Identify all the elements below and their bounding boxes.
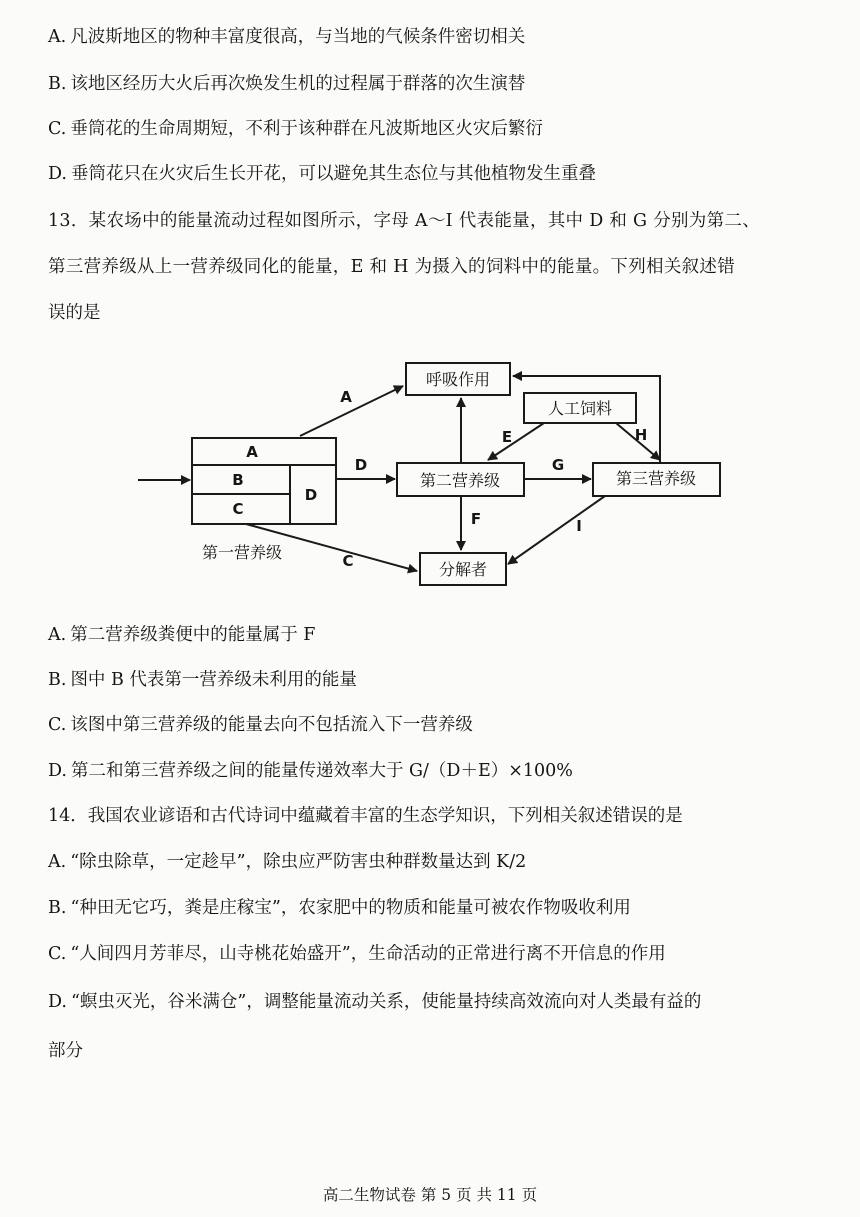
q14-option-d (48, 991, 701, 1013)
cell-c-label: C (232, 500, 244, 518)
option-text: 该地区经历大火后再次焕发生机的过程属于群落的次生演替 (70, 74, 526, 94)
arrow-d-label: D (354, 456, 368, 474)
arrow-f-label: F (470, 510, 482, 528)
option-letter: B. (48, 74, 67, 94)
q13-stem-line-3: 误的是 (48, 303, 101, 323)
first-level-box (192, 438, 336, 524)
arrow-c-label: C (342, 552, 354, 570)
q12-option-a (48, 26, 525, 48)
option-text: 图中 B 代表第一营养级未利用的能量 (70, 670, 357, 690)
third-level-label: 第三营养级 (615, 469, 697, 488)
cell-b-label: B (232, 471, 244, 489)
q14-option-b (48, 897, 631, 919)
option-letter: D. (48, 761, 67, 781)
q13-stem-line-1: 13．某农场中的能量流动过程如图所示，字母 A～I 代表能量，其中 D 和 G 分别为第二、 (48, 211, 761, 231)
option-letter: C. (48, 715, 67, 735)
option-letter: A. (48, 625, 67, 645)
q13-option-b (48, 669, 357, 691)
arrow-third-respiration (513, 376, 660, 463)
first-level-label: 第一营养级 (201, 543, 283, 562)
arrow-e-label: E (501, 428, 513, 446)
option-letter: B. (48, 898, 67, 918)
q13-option-c (48, 714, 473, 736)
second-level-label: 第二营养级 (419, 471, 501, 490)
option-text: 凡波斯地区的物种丰富度很高，与当地的气候条件密切相关 (70, 27, 526, 47)
q14-option-a (48, 851, 526, 873)
arrow-a-label: A (340, 388, 352, 406)
q14-option-c (48, 943, 666, 965)
arrow-i (508, 496, 605, 564)
option-text: “人间四月芳菲尽，山寺桃花始盛开”，生命活动的正常进行离不开信息的作用 (70, 944, 666, 964)
option-text: 垂筒花的生命周期短，不利于该种群在凡波斯地区火灾后繁衍 (70, 119, 543, 139)
option-letter: B. (48, 670, 67, 690)
q14-option-d-continuation: 部分 (48, 1041, 83, 1061)
option-text: 第二营养级粪便中的能量属于 F (70, 625, 316, 645)
option-letter: C. (48, 119, 67, 139)
decomposer-label: 分解者 (438, 560, 488, 579)
q12-option-d (48, 163, 596, 185)
q13-stem-line-2: 第三营养级从上一营养级同化的能量，E 和 H 为摄入的饲料中的能量。下列相关叙述错 (48, 257, 736, 277)
arrow-i-label: I (576, 517, 582, 535)
q13-option-d (48, 760, 573, 782)
q12-option-b (48, 73, 525, 95)
option-text: “除虫除草，一定趁早”，除虫应严防害虫种群数量达到 K/2 (70, 852, 527, 872)
q14-stem: 14．我国农业谚语和古代诗词中蕴藏着丰富的生态学知识，下列相关叙述错误的是 (48, 806, 683, 826)
option-text: “种田无它巧，粪是庄稼宝”，农家肥中的物质和能量可被农作物吸收利用 (70, 898, 631, 918)
option-letter: D. (48, 992, 67, 1012)
page-footer: 高二生物试卷 第 5 页 共 11 页 (322, 1186, 538, 1204)
arrow-h-label: H (634, 426, 648, 444)
q13-option-a (48, 624, 315, 646)
arrow-g-label: G (551, 456, 565, 474)
option-text: 第二和第三营养级之间的能量传递效率大于 G/（D＋E）×100% (70, 761, 573, 781)
option-letter: A. (48, 852, 67, 872)
cell-d-label: D (304, 486, 318, 504)
option-text: 垂筒花只在火灾后生长开花，可以避免其生态位与其他植物发生重叠 (70, 164, 596, 184)
option-letter: D. (48, 164, 67, 184)
energy-flow-diagram (0, 350, 860, 590)
option-text: 该图中第三营养级的能量去向不包括流入下一营养级 (70, 715, 473, 735)
option-letter: A. (48, 27, 67, 47)
feed-label: 人工饲料 (547, 399, 613, 418)
respiration-label: 呼吸作用 (425, 370, 491, 389)
option-text: “螟虫灭光，谷米满仓”，调整能量流动关系，使能量持续高效流向对人类最有益的 (70, 992, 702, 1012)
cell-a-label: A (246, 443, 258, 461)
arrow-e (488, 423, 544, 460)
q12-option-c (48, 118, 543, 140)
option-letter: C. (48, 944, 67, 964)
